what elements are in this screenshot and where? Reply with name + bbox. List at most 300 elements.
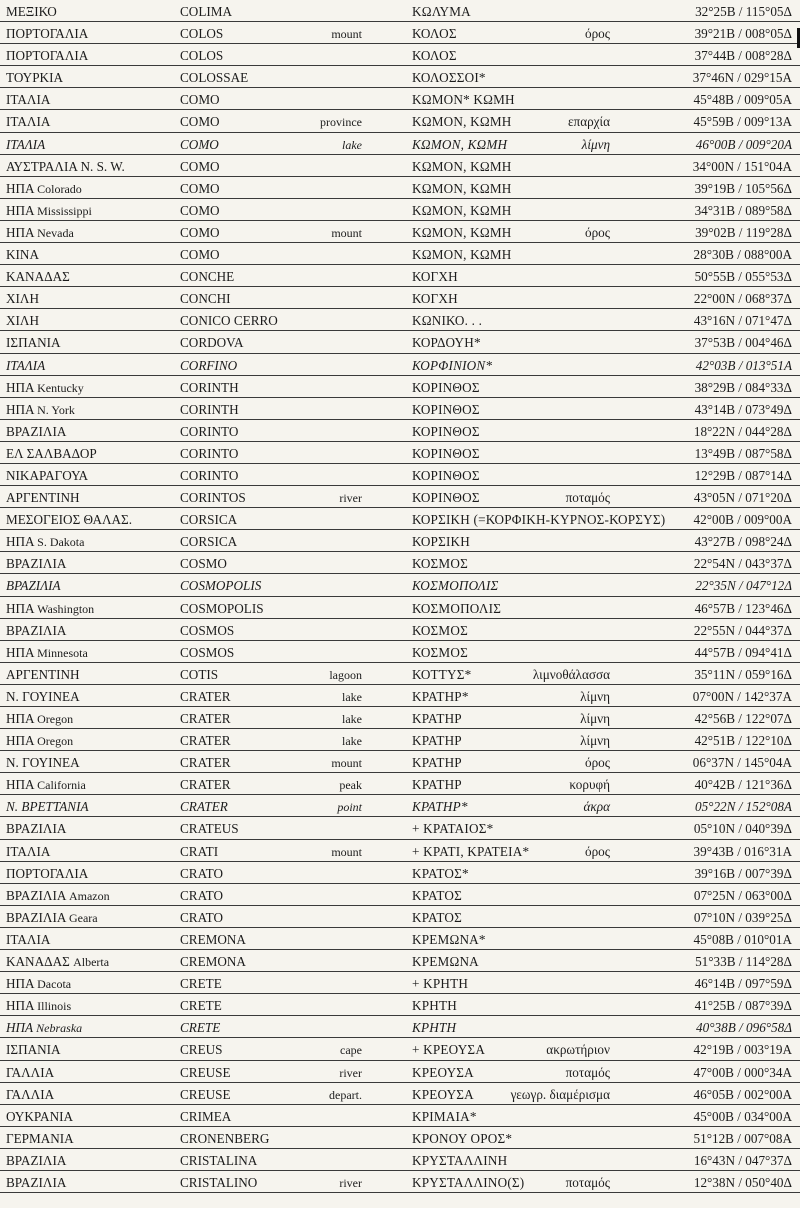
country-cell xyxy=(6,752,80,774)
country-name: ΒΡΑΖΙΛΙΑ xyxy=(6,556,67,572)
place-name: CREMONA xyxy=(180,931,246,947)
greek-name: ΚΟΡΣΙΚΗ (=ΚΟΡΦΙΚΗ-ΚΥΡΝΟΣ-ΚΟΡΣΥΣ) xyxy=(412,512,666,528)
region-name: Illinois xyxy=(37,999,72,1014)
country-name: ΗΠΑ xyxy=(6,202,34,218)
coordinates: 46°05B / 002°00A xyxy=(693,1086,792,1102)
country-cell xyxy=(6,67,63,89)
greek-name: ΚΩΝΙΚΟ. . . xyxy=(412,313,483,329)
place-name: CORFINO xyxy=(180,357,238,373)
region-name: Colorado xyxy=(37,181,82,196)
region-name: Kentucky xyxy=(37,380,84,395)
country-cell xyxy=(6,45,88,67)
greek-name: ΚΡΑΤΗΡ xyxy=(412,711,462,726)
country-name: ΙΤΑΛΙΑ xyxy=(6,843,51,859)
place-name: COSMOPOLIS xyxy=(180,578,262,594)
table-row xyxy=(0,199,800,221)
greek-name: ΚΟΡΙΝΘΟΣ xyxy=(412,423,480,439)
country-name: ΒΡΑΖΙΛΙΑ xyxy=(6,423,67,439)
place-name: COTIS xyxy=(180,666,219,682)
greek-name: ΚΡΑΤΗΡ xyxy=(412,755,462,771)
greek-feature-type: άκρα xyxy=(583,799,610,815)
place-name: COLOS xyxy=(180,26,224,42)
table-row xyxy=(0,133,800,155)
region-name: Geara xyxy=(68,910,98,925)
table-row xyxy=(0,1038,800,1060)
table-row xyxy=(0,1105,800,1127)
greek-feature-type: ποταμός xyxy=(565,490,610,506)
greek-feature-type: γεωγρ. διαμέρισμα xyxy=(510,1086,610,1102)
place-name: CRATER xyxy=(180,688,231,704)
region-name: Amazon xyxy=(68,888,110,903)
coordinates: 39°43B / 016°31A xyxy=(693,843,792,859)
country-name: ΗΠΑ xyxy=(6,224,34,240)
country-name: ΚΙΝΑ xyxy=(6,247,39,263)
country-cell xyxy=(6,465,88,487)
region-name: Nevada xyxy=(37,225,74,240)
coordinates: 06°37N / 145°04A xyxy=(692,755,792,771)
country-cell xyxy=(6,200,92,222)
place-name: CRONENBERG xyxy=(180,1130,270,1146)
table-row xyxy=(0,840,800,862)
country-name: ΧΙΛΗ xyxy=(6,313,40,329)
coordinates: 37°53B / 004°46Δ xyxy=(694,335,792,351)
table-row xyxy=(0,928,800,950)
place-name: COLIMA xyxy=(180,4,233,19)
coordinates: 44°57B / 094°41Δ xyxy=(694,644,792,660)
coordinates: 22°54N / 043°37Δ xyxy=(693,556,792,572)
country-name: ΓΑΛΛΙΑ xyxy=(6,1064,55,1080)
table-row xyxy=(0,1016,800,1038)
feature-type: river xyxy=(339,1175,362,1190)
country-name: ΙΣΠΑΝΙΑ xyxy=(6,335,61,351)
country-cell xyxy=(6,598,94,620)
greek-name: ΚΟΣΜΟΠΟΛΙΣ xyxy=(412,578,499,594)
greek-name: ΚΩΛΥΜΑ xyxy=(412,4,471,19)
country-cell xyxy=(6,1,57,23)
country-cell xyxy=(6,620,66,642)
country-name: ΑΥΣΤΡΑΛΙΑ N. S. W. xyxy=(6,158,125,174)
coordinates: 51°12B / 007°08A xyxy=(693,1130,792,1146)
country-name: ΟΥΚΡΑΝΙΑ xyxy=(6,1108,74,1124)
country-name: ΗΠΑ xyxy=(6,711,34,726)
place-name: CORINTO xyxy=(180,423,239,439)
region-name: Mississippi xyxy=(37,203,92,218)
coordinates: 34°31B / 089°58Δ xyxy=(694,202,792,218)
greek-name: ΚΡΥΣΤΑΛΛΙΝΗ xyxy=(412,1152,508,1168)
greek-name: ΚΩΜΟΝ* ΚΩΜΗ xyxy=(412,92,515,108)
table-row xyxy=(0,221,800,243)
country-name: ΒΡΑΖΙΛΙΑ xyxy=(6,909,66,925)
table-row xyxy=(0,972,800,994)
greek-name: ΚΡΑΤΟΣ* xyxy=(412,865,469,881)
greek-feature-type: ποταμός xyxy=(565,1174,610,1190)
greek-name: ΚΡΑΤΗΡ* xyxy=(412,799,468,815)
place-name: CRETE xyxy=(180,998,222,1014)
greek-name: ΚΟΣΜΟΣ xyxy=(412,622,468,638)
table-row xyxy=(0,1061,800,1083)
table-row xyxy=(0,66,800,88)
country-name: ΒΡΑΖΙΛΙΑ xyxy=(6,887,66,903)
greek-name: ΚΡΑΤΗΡ* xyxy=(412,688,469,704)
table-row xyxy=(0,331,800,353)
feature-type: mount xyxy=(331,844,362,859)
greek-feature-type: όρος xyxy=(585,26,610,42)
coordinates: 42°56B / 122°07Δ xyxy=(694,711,792,726)
table-row xyxy=(0,552,800,574)
country-cell xyxy=(6,885,110,907)
country-cell xyxy=(6,1150,66,1172)
greek-name: ΚΩΜΟΝ, ΚΩΜΗ xyxy=(412,114,512,130)
country-cell xyxy=(6,134,45,156)
table-row xyxy=(0,707,800,729)
region-name: Oregon xyxy=(37,734,74,749)
country-cell xyxy=(6,23,88,45)
coordinates: 12°38N / 050°40Δ xyxy=(693,1174,792,1190)
feature-type: river xyxy=(339,491,362,506)
coordinates: 47°00B / 000°34A xyxy=(693,1064,792,1080)
table-row xyxy=(0,1127,800,1149)
coordinates: 38°29B / 084°33Δ xyxy=(694,379,792,395)
country-name: ΤΟΥΡΚΙΑ xyxy=(6,70,63,86)
table-row xyxy=(0,663,800,685)
place-name: COMO xyxy=(180,224,220,240)
greek-name: ΚΡΙΜΑΙΑ* xyxy=(412,1108,477,1124)
coordinates: 12°29B / 087°14Δ xyxy=(694,467,792,483)
country-name: ΗΠΑ xyxy=(6,777,34,793)
coordinates: 45°48B / 009°05A xyxy=(693,92,792,108)
country-cell xyxy=(6,531,84,553)
coordinates: 37°46N / 029°15A xyxy=(692,70,792,86)
feature-type: mount xyxy=(331,27,362,42)
greek-name: ΚΟΡΦΙΝΙΟΝ* xyxy=(412,357,493,373)
table-row xyxy=(0,354,800,376)
greek-name: ΚΟΣΜΟΣ xyxy=(412,556,468,572)
coordinates: 39°02B / 119°28Δ xyxy=(695,224,792,240)
country-name: ΗΠΑ xyxy=(6,644,34,660)
coordinates: 22°35N / 047°12Δ xyxy=(695,578,792,594)
country-cell xyxy=(6,178,82,200)
region-name: Minnesota xyxy=(37,645,88,660)
greek-name: ΚΟΓΧΗ xyxy=(412,291,458,307)
country-name: ΙΤΑΛΙΑ xyxy=(6,136,46,152)
place-name: COMO xyxy=(180,180,220,196)
greek-name: ΚΟΡΙΝΘΟΣ xyxy=(412,445,480,461)
country-cell xyxy=(6,575,61,597)
coordinates: 39°21B / 008°05Δ xyxy=(694,26,792,42)
greek-name: ΚΟΡΔΟΥΗ* xyxy=(412,335,481,351)
country-name: ΑΡΓΕΝΤΙΝΗ xyxy=(6,490,80,506)
country-cell xyxy=(6,642,88,664)
place-name: CORINTO xyxy=(180,467,239,483)
table-row xyxy=(0,420,800,442)
greek-name: ΚΩΜΟΝ, ΚΩΜΗ xyxy=(412,247,512,263)
region-name: Oregon xyxy=(37,712,74,726)
greek-feature-type: ποταμός xyxy=(565,1064,610,1080)
place-name: CORSICA xyxy=(180,512,238,528)
feature-type: peak xyxy=(339,778,362,793)
place-name: COMO xyxy=(180,158,220,174)
country-cell xyxy=(6,266,70,288)
greek-name: ΚΡΑΤΗΡ xyxy=(412,733,462,749)
country-name: ΜΕΞΙΚΟ xyxy=(6,4,57,19)
country-cell xyxy=(6,686,80,708)
coordinates: 37°44B / 008°28Δ xyxy=(694,48,792,64)
coordinates: 07°10N / 039°25Δ xyxy=(693,909,792,925)
coordinates: 39°19B / 105°56Δ xyxy=(694,180,792,196)
place-name: CRATO xyxy=(180,887,223,903)
table-row xyxy=(0,729,800,751)
country-cell xyxy=(6,730,73,752)
greek-name: ΚΟΓΧΗ xyxy=(412,269,458,285)
country-cell xyxy=(6,1017,82,1039)
greek-name: ΚΡΑΤΟΣ xyxy=(412,909,462,925)
greek-name: ΚΟΛΟΣ xyxy=(412,48,457,64)
country-cell xyxy=(6,951,109,973)
coordinates: 13°49B / 087°58Δ xyxy=(694,445,792,461)
country-cell xyxy=(6,1106,73,1128)
country-name: ΙΤΑΛΙΑ xyxy=(6,931,51,947)
feature-type: cape xyxy=(340,1043,362,1058)
table-row xyxy=(0,464,800,486)
country-cell xyxy=(6,310,39,332)
place-name: COMO xyxy=(180,136,219,152)
coordinates: 05°10N / 040°39Δ xyxy=(693,821,792,837)
coordinates: 46°00B / 009°20A xyxy=(695,136,792,152)
greek-name: ΚΡΕΜΩΝΑ xyxy=(412,954,479,970)
coordinates: 43°27B / 098°24Δ xyxy=(694,534,792,550)
greek-name: ΚΟΛΟΣ xyxy=(412,26,457,42)
table-row xyxy=(0,1083,800,1105)
country-cell xyxy=(6,995,71,1017)
place-name: CORSICA xyxy=(180,534,238,550)
feature-type: lake xyxy=(342,689,362,704)
place-name: CRATER xyxy=(180,777,231,793)
place-name: CORINTH xyxy=(180,379,239,395)
table-row xyxy=(0,685,800,707)
place-name: CRETE xyxy=(180,976,222,992)
greek-name: ΚΩΜΟΝ, ΚΩΜΗ xyxy=(412,158,512,174)
country-cell xyxy=(6,796,89,818)
coordinates: 45°08B / 010°01A xyxy=(693,931,792,947)
country-cell xyxy=(6,1128,74,1150)
country-name: ΜΕΣΟΓΕΙΟΣ ΘΑΛΑΣ. xyxy=(6,512,133,528)
greek-name: ΚΡΥΣΤΑΛΛΙΝΟ(Σ) xyxy=(412,1174,525,1190)
country-name: Ν. ΓΟΥΙΝΕΑ xyxy=(6,688,80,704)
coordinates: 07°25N / 063°00Δ xyxy=(693,887,792,903)
country-cell xyxy=(6,288,39,310)
country-name: ΗΠΑ xyxy=(6,976,34,992)
greek-name: ΚΩΜΟΝ, ΚΩΜΗ xyxy=(412,180,512,196)
place-name: CONICO CERRO xyxy=(180,313,278,329)
country-name: ΗΠΑ xyxy=(6,998,34,1014)
place-name: CREUSE xyxy=(180,1086,231,1102)
coordinates: 05°22N / 152°08A xyxy=(694,799,792,815)
country-name: ΧΙΛΗ xyxy=(6,291,40,307)
country-cell xyxy=(6,929,50,951)
greek-feature-type: όρος xyxy=(585,755,610,771)
country-cell xyxy=(6,399,75,421)
country-name: ΕΛ ΣΑΛΒΑΔΟΡ xyxy=(6,445,97,461)
place-name: CRISTALINA xyxy=(180,1152,258,1168)
greek-feature-type: κορυφή xyxy=(569,777,610,793)
table-row xyxy=(0,1149,800,1171)
country-name: ΒΡΑΖΙΛΙΑ xyxy=(6,1152,67,1168)
region-name: N. York xyxy=(37,402,75,417)
table-row xyxy=(0,574,800,596)
country-cell xyxy=(6,907,98,929)
country-cell xyxy=(6,1172,66,1194)
country-name: ΚΑΝΑΔΑΣ xyxy=(6,954,70,970)
region-name: S. Dakota xyxy=(37,535,85,550)
place-name: CORINTOS xyxy=(180,490,246,506)
place-name: COMO xyxy=(180,202,220,218)
country-cell xyxy=(6,1039,61,1061)
coordinates: 35°11N / 059°16Δ xyxy=(694,666,792,682)
feature-type: river xyxy=(339,1065,362,1080)
country-cell xyxy=(6,973,71,995)
place-name: CRATEUS xyxy=(180,821,239,837)
coordinates: 41°25B / 087°39Δ xyxy=(694,998,792,1014)
coordinates: 42°00B / 009°00A xyxy=(693,512,792,528)
table-row xyxy=(0,530,800,552)
country-name: ΗΠΑ xyxy=(6,1020,33,1036)
place-name: CRATO xyxy=(180,909,223,925)
coordinates: 34°00N / 151°04A xyxy=(692,158,792,174)
place-name: CRIMEA xyxy=(180,1108,232,1124)
greek-feature-type: επαρχία xyxy=(568,114,610,130)
feature-type: lagoon xyxy=(329,667,362,682)
table-row xyxy=(0,817,800,839)
table-row xyxy=(0,773,800,795)
coordinates: 43°16N / 071°47Δ xyxy=(693,313,792,329)
country-name: ΓΑΛΛΙΑ xyxy=(6,1086,55,1102)
greek-name: ΚΟΤΤΥΣ* xyxy=(412,666,472,682)
greek-name: ΚΡΗΤΗ xyxy=(412,998,457,1014)
coordinates: 18°22N / 044°28Δ xyxy=(693,423,792,439)
coordinates: 45°59B / 009°13A xyxy=(693,114,792,130)
country-name: ΒΡΑΖΙΛΙΑ xyxy=(6,821,67,837)
coordinates: 39°16B / 007°39Δ xyxy=(694,865,792,881)
place-name: CRATO xyxy=(180,865,223,881)
country-name: ΓΕΡΜΑΝΙΑ xyxy=(6,1130,74,1146)
feature-type: depart. xyxy=(329,1087,362,1102)
country-name: ΑΡΓΕΝΤΙΝΗ xyxy=(6,666,80,682)
place-name: CREUS xyxy=(180,1042,223,1058)
greek-name: ΚΡΑΤΟΣ xyxy=(412,887,462,903)
table-row xyxy=(0,950,800,972)
place-name: COMO xyxy=(180,247,220,263)
country-cell xyxy=(6,509,132,531)
country-cell xyxy=(6,774,86,796)
coordinates: 40°42B / 121°36Δ xyxy=(694,777,792,793)
place-name: CRATER xyxy=(180,733,231,749)
country-cell xyxy=(6,664,80,686)
country-name: ΠΟΡΤΟΓΑΛΙΑ xyxy=(6,48,89,64)
coordinates: 42°03B / 013°51A xyxy=(695,357,792,373)
place-name: CONCHI xyxy=(180,291,231,307)
country-cell xyxy=(6,244,39,266)
country-name: ΙΤΑΛΙΑ xyxy=(6,357,46,373)
greek-name: + ΚΡΕΟΥΣΑ xyxy=(412,1042,486,1058)
place-name: CORINTH xyxy=(180,401,239,417)
feature-type: lake xyxy=(342,137,362,152)
country-name: ΗΠΑ xyxy=(6,401,34,417)
greek-name: ΚΟΡΙΝΘΟΣ xyxy=(412,379,480,395)
feature-type: lake xyxy=(342,712,362,726)
greek-feature-type: λίμνη xyxy=(580,711,610,726)
country-cell xyxy=(6,708,73,730)
coordinates: 16°43N / 047°37Δ xyxy=(693,1152,792,1168)
greek-name: ΚΟΡΙΝΘΟΣ xyxy=(412,401,480,417)
coordinates: 28°30B / 088°00A xyxy=(693,247,792,263)
coordinates: 46°14B / 097°59Δ xyxy=(694,976,792,992)
greek-feature-type: ακρωτήριον xyxy=(546,1042,610,1058)
place-name: CREUSE xyxy=(180,1064,231,1080)
country-cell xyxy=(6,89,50,111)
place-name: COMO xyxy=(180,92,220,108)
coordinates: 45°00B / 034°00A xyxy=(693,1108,792,1124)
place-name: CORINTO xyxy=(180,445,239,461)
place-name: CRISTALINO xyxy=(180,1174,258,1190)
table-row xyxy=(0,508,800,530)
table-row xyxy=(0,155,800,177)
place-name: CRATER xyxy=(180,711,231,726)
feature-type: mount xyxy=(331,756,362,771)
region-name: Nebraska xyxy=(36,1021,83,1036)
greek-name: ΚΡΕΟΥΣΑ xyxy=(412,1086,474,1102)
country-name: ΗΠΑ xyxy=(6,180,34,196)
country-name: Ν. ΓΟΥΙΝΕΑ xyxy=(6,755,80,771)
place-name: COLOS xyxy=(180,48,224,64)
country-cell xyxy=(6,111,50,133)
country-cell xyxy=(6,377,84,399)
country-cell xyxy=(6,222,74,244)
country-name: ΒΡΑΖΙΛΙΑ xyxy=(6,622,67,638)
greek-name: ΚΩΜΟΝ, ΚΩΜΗ xyxy=(412,136,508,152)
greek-name: ΚΡΕΟΥΣΑ xyxy=(412,1064,474,1080)
country-name: ΗΠΑ xyxy=(6,733,34,749)
country-name: ΠΟΡΤΟΓΑΛΙΑ xyxy=(6,26,89,42)
country-cell xyxy=(6,553,66,575)
country-cell xyxy=(6,841,50,863)
greek-name: + ΚΡΑΤΙ, ΚΡΑΤΕΙΑ* xyxy=(412,843,530,859)
table-row xyxy=(0,884,800,906)
coordinates: 07°00N / 142°37A xyxy=(692,688,792,704)
place-name: COLOSSAE xyxy=(180,70,249,86)
coordinates: 22°00N / 068°37Δ xyxy=(693,291,792,307)
country-cell xyxy=(6,355,45,377)
greek-feature-type: λίμνη xyxy=(580,688,610,704)
greek-name: + ΚΡΑΤΑΙΟΣ* xyxy=(412,821,494,837)
table-row xyxy=(0,287,800,309)
country-cell xyxy=(6,332,61,354)
country-cell xyxy=(6,818,66,840)
table-row xyxy=(0,619,800,641)
table-row xyxy=(0,309,800,331)
country-name: Ν. ΒΡΕΤΤΑΝΙΑ xyxy=(6,799,89,815)
greek-name: ΚΡΑΤΗΡ xyxy=(412,777,462,793)
coordinates: 42°51B / 122°10Δ xyxy=(694,733,792,749)
greek-name: ΚΟΣΜΟΠΟΛΙΣ xyxy=(412,600,502,616)
country-name: ΗΠΑ xyxy=(6,379,34,395)
country-name: ΒΡΑΖΙΛΙΑ xyxy=(6,1174,67,1190)
greek-name: ΚΩΜΟΝ, ΚΩΜΗ xyxy=(412,224,512,240)
greek-name: ΚΟΡΙΝΘΟΣ xyxy=(412,490,480,506)
coordinates: 51°33B / 114°28Δ xyxy=(695,954,792,970)
table-row xyxy=(0,243,800,265)
country-cell xyxy=(6,421,66,443)
greek-name: ΚΩΜΟΝ, ΚΩΜΗ xyxy=(412,202,512,218)
